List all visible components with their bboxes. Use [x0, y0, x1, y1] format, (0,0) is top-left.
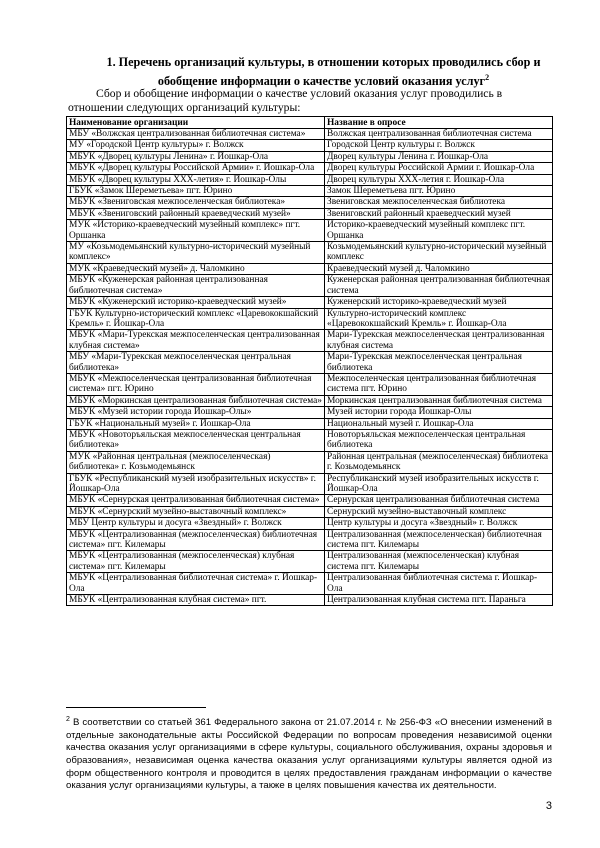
footnote-marker: 2	[66, 716, 70, 723]
survey-name-cell: Городской Центр культуры г. Волжск	[325, 140, 553, 151]
table-row	[67, 529, 553, 551]
table-row	[67, 308, 553, 330]
survey-name-cell: Звениговский районный краеведческий музей	[325, 208, 553, 219]
organization-name-cell: МБУК «Моркинская централизованная библиотечная система»	[67, 395, 325, 406]
intro-line-1: Сбор и обобщение информации о качестве условий оказания услуг проводились в	[96, 87, 503, 100]
organization-name-cell: ГБУК «Республиканский музей изобразительных искусств» г. Йошкар-Ола	[67, 473, 325, 495]
survey-name-cell: Моркинская централизованная библиотечная система	[325, 395, 553, 406]
table-row	[67, 395, 553, 406]
table-row	[67, 495, 553, 506]
table-row	[67, 330, 553, 352]
table-header-row	[67, 117, 553, 129]
organization-name-cell: МБУК «Централизованная (межпоселенческая) библиотечная система» пгт. Килемары	[67, 529, 325, 551]
survey-name-cell: Звениговская межпоселенческая библиотека	[325, 197, 553, 208]
organization-name-cell: МБУК «Сернурский музейно-выставочный комплекс»	[67, 506, 325, 517]
table-row	[67, 573, 553, 595]
survey-name-cell: Районная центральная (межпоселенческая) библиотека г. Козьмодемьянск	[325, 451, 553, 473]
organization-name-cell: МУК «Краеведческий музей» д. Чаломкино	[67, 263, 325, 274]
table-row	[67, 506, 553, 517]
organization-name-cell: МБУК «Централизованная клубная система» пгт.	[67, 595, 325, 606]
organization-name-cell: МБУК «Куженерская районная централизованная библиотечная система»	[67, 275, 325, 297]
organization-name-cell: МУ «Городской Центр культуры» г. Волжск	[67, 140, 325, 151]
table-row	[67, 174, 553, 185]
organization-name-cell: МБУ «Мари-Турекская межпоселенческая центральная библиотека»	[67, 352, 325, 374]
table-row	[67, 263, 553, 274]
organization-name-cell: МБУК «Дворец культуры Российской Армии» г. Йошкар-Ола	[67, 163, 325, 174]
organization-name-cell: МБУК «Новоторъяльская межпоселенческая центральная библиотека»	[67, 429, 325, 451]
survey-name-cell: Музей истории города Йошкар-Олы	[325, 407, 553, 418]
survey-name-cell: Краеведческий музей д. Чаломкино	[325, 263, 553, 274]
organization-name-cell: МБУК «Куженерский историко-краеведческий музей»	[67, 297, 325, 308]
footnote-separator	[66, 707, 206, 708]
organization-name-cell: МУ «Козьмодемьянский культурно-исторический музейный комплекс»	[67, 242, 325, 264]
organization-name-cell: МУК «Историко-краеведческий музейный комплекс» пгт. Оршанка	[67, 220, 325, 242]
table-row	[67, 151, 553, 162]
table-row	[67, 129, 553, 140]
survey-name-cell: Центр культуры и досуга «Звездный» г. Волжск	[325, 518, 553, 529]
footnote-reference[interactable]: 2	[485, 73, 490, 82]
table-row	[67, 373, 553, 395]
section-number: 1.	[106, 55, 116, 69]
table-row	[67, 473, 553, 495]
survey-name-cell: Централизованная библиотечная система г. Йошкар-Ола	[325, 573, 553, 595]
organization-name-cell: МБУК «Централизованная библиотечная система» г. Йошкар-Ола	[67, 573, 325, 595]
survey-name-cell: Волжская централизованная библиотечная система	[325, 129, 553, 140]
table-row	[67, 595, 553, 606]
survey-name-cell: Мари-Турекская межпоселенческая центральная библиотека	[325, 352, 553, 374]
intro-line-2: отношении следующих организаций культуры:	[68, 101, 301, 114]
column-header-organization: Наименование организации	[67, 117, 325, 129]
column-header-survey-name: Название в опросе	[325, 117, 553, 129]
organization-name-cell: МБУ Центр культуры и досуга «Звездный» г. Волжск	[67, 518, 325, 529]
survey-name-cell: Сернурский музейно-выставочный комплекс	[325, 506, 553, 517]
table-row	[67, 518, 553, 529]
table-row	[67, 242, 553, 264]
organization-name-cell: МБУК «Дворец культуры Ленина» г. Йошкар-Ола	[67, 151, 325, 162]
table-row	[67, 352, 553, 374]
organization-name-cell: МБУК «Дворец культуры ХХХ-летия» г. Йошкар-Олы	[67, 174, 325, 185]
table-row	[67, 220, 553, 242]
table-row	[67, 429, 553, 451]
page-number: 3	[545, 800, 552, 812]
organization-name-cell: ГБУК Культурно-исторический комплекс «Царевококшайский Кремль» г. Йошкар-Ола	[67, 308, 325, 330]
survey-name-cell: Куженерский историко-краеведческий музей	[325, 297, 553, 308]
organization-name-cell: МБУК «Централизованная (межпоселенческая) клубная система» пгт. Килемары	[67, 551, 325, 573]
survey-name-cell: Межпоселенческая централизованная библиотечная система пгт. Юрино	[325, 373, 553, 395]
organization-name-cell: МУК «Районная центральная (межпоселенческая) библиотека» г. Козьмодемьянск	[67, 451, 325, 473]
survey-name-cell: Национальный музей г. Йошкар-Ола	[325, 418, 553, 429]
organization-name-cell: МБУ «Волжская централизованная библиотечная система»	[67, 129, 325, 140]
organization-name-cell: МБУК «Межпоселенческая централизованная библиотечная система» пгт. Юрино	[67, 373, 325, 395]
survey-name-cell: Культурно-исторический комплекс «Царевококшайский Кремль» г. Йошкар-Ола	[325, 308, 553, 330]
table-body	[67, 129, 553, 606]
table-row	[67, 275, 553, 297]
survey-name-cell: Новоторъяльская межпоселенческая центральная библиотека	[325, 429, 553, 451]
survey-name-cell: Централизованная (межпоселенческая) клубная система пгт. Килемары	[325, 551, 553, 573]
section-heading	[96, 55, 551, 89]
organization-name-cell: ГБУК «Национальный музей» г. Йошкар-Ола	[67, 418, 325, 429]
survey-name-cell: Республиканский музей изобразительных искусств г. Йошкар-Ола	[325, 473, 553, 495]
survey-name-cell: Замок Шереметьева пгт. Юрино	[325, 186, 553, 197]
section-title: Перечень организаций культуры, в отношении которых проводились сбор и обобщение информации о качестве условий оказания услуг	[118, 55, 541, 89]
table-row	[67, 163, 553, 174]
organization-name-cell: МБУК «Звениговский районный краеведческий музей»	[67, 208, 325, 219]
organization-name-cell: МБУК «Звениговская межпоселенческая библиотека»	[67, 197, 325, 208]
organization-name-cell: ГБУК «Замок Шереметьева» пгт. Юрино	[67, 186, 325, 197]
table-row	[67, 418, 553, 429]
survey-name-cell: Сернурская централизованная библиотечная система	[325, 495, 553, 506]
survey-name-cell: Централизованная (межпоселенческая) библиотечная система пгт. Килемары	[325, 529, 553, 551]
survey-name-cell: Куженерская районная централизованная библиотечная система	[325, 275, 553, 297]
table-row	[67, 140, 553, 151]
survey-name-cell: Мари-Турекская межпоселенческая централизованная клубная система	[325, 330, 553, 352]
organization-name-cell: МБУК «Музей истории города Йошкар-Олы»	[67, 407, 325, 418]
table-row	[67, 208, 553, 219]
table-row	[67, 197, 553, 208]
table-row	[67, 451, 553, 473]
survey-name-cell: Централизованная клубная система пгт. Параньга	[325, 595, 553, 606]
table-row	[67, 186, 553, 197]
survey-name-cell: Дворец культуры Российской Армии г. Йошкар-Ола	[325, 163, 553, 174]
footnote	[66, 714, 552, 793]
table-row	[67, 407, 553, 418]
organization-name-cell: МБУК «Сернурская централизованная библиотечная система»	[67, 495, 325, 506]
organizations-table	[66, 116, 553, 606]
survey-name-cell: Дворец культуры Ленина г. Йошкар-Ола	[325, 151, 553, 162]
table-row	[67, 297, 553, 308]
survey-name-cell: Дворец культуры ХХХ-летия г. Йошкар-Ола	[325, 174, 553, 185]
survey-name-cell: Козьмодемьянский культурно-исторический музейный комплекс	[325, 242, 553, 264]
intro-paragraph	[68, 87, 551, 115]
table-row	[67, 551, 553, 573]
survey-name-cell: Историко-краеведческий музейный комплекс пгт. Оршанка	[325, 220, 553, 242]
organization-name-cell: МБУК «Мари-Турекская межпоселенческая централизованная клубная система»	[67, 330, 325, 352]
footnote-text: В соответствии со статьей 361 Федерального закона от 21.07.2014 г. № 256-ФЗ «О внесении изменений в отдельные законодательные акты Российской Федерации по вопросам проведения независимой оценки качества оказания услуг организациями в сфере культуры, социального обслуживания, охраны здоровья и образования», независимая оценка качества оказания услуг организациями культуры является одной из форм общественного контроля и проводится в целях предоставления гражданам информации о качестве оказания услуг организациями культуры, а также в целях повышения качества их деятельности.	[66, 717, 552, 792]
